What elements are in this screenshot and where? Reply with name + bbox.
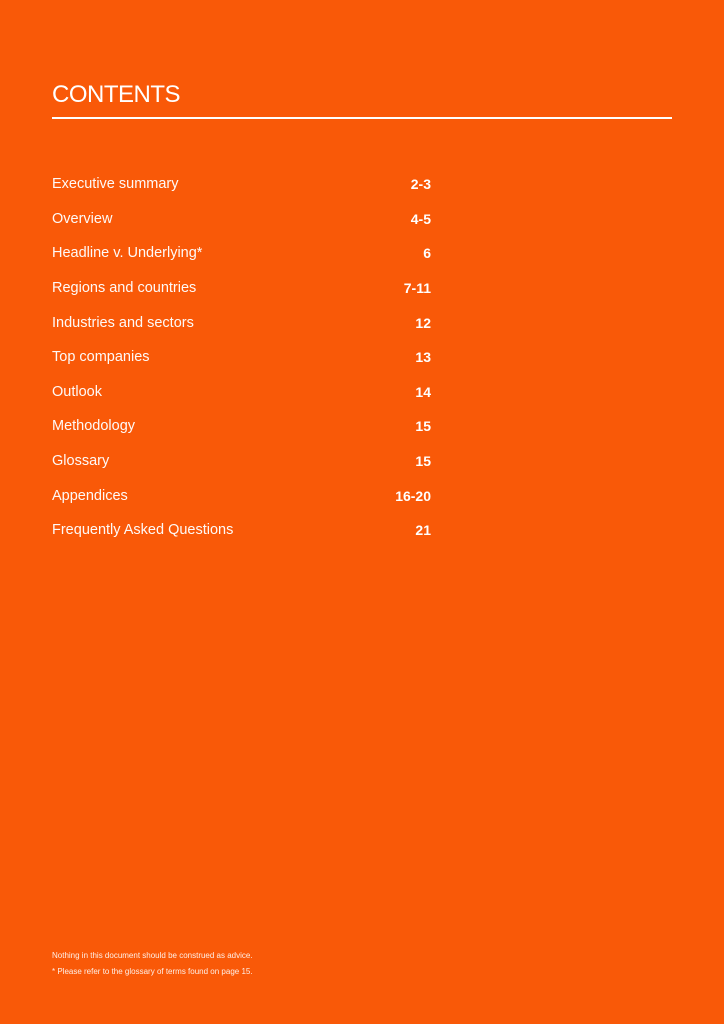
toc-item-page: 12 (415, 314, 431, 331)
toc-item-label: Industries and sectors (52, 314, 194, 331)
toc-item-label: Methodology (52, 418, 136, 435)
toc-item-page: 2-3 (410, 176, 431, 193)
toc-item-appendices[interactable] (52, 478, 431, 513)
toc-item-page: 4-5 (410, 210, 431, 227)
toc-item-page: 15 (415, 418, 431, 435)
toc-item-faq[interactable] (52, 513, 431, 548)
toc-item-outlook[interactable] (52, 375, 431, 410)
toc-item-page: 21 (415, 522, 431, 539)
table-of-contents (52, 167, 431, 548)
toc-item-headline-v-underlying[interactable] (52, 236, 431, 271)
toc-item-label: Outlook (52, 383, 102, 400)
glossary-footnote: * Please refer to the glossary of terms found on page 15. (52, 967, 253, 976)
toc-item-label: Regions and countries (52, 280, 197, 297)
toc-item-page: 6 (423, 245, 431, 262)
toc-item-label: Appendices (52, 487, 128, 504)
title-divider (52, 117, 672, 119)
toc-item-label: Executive summary (52, 176, 179, 193)
toc-item-methodology[interactable] (52, 409, 431, 444)
toc-item-overview[interactable] (52, 202, 431, 237)
toc-item-page: 15 (415, 453, 431, 470)
footnotes (52, 948, 253, 980)
toc-item-executive-summary[interactable] (52, 167, 431, 202)
toc-item-page: 7-11 (403, 280, 431, 297)
toc-item-label: Top companies (52, 349, 150, 366)
disclaimer-text: Nothing in this document should be construed as advice. (52, 951, 253, 960)
toc-item-label: Overview (52, 210, 113, 227)
toc-item-label: Headline v. Underlying* (52, 245, 203, 262)
toc-item-page: 16-20 (395, 487, 431, 504)
page-title: CONTENTS (52, 81, 180, 108)
toc-item-page: 13 (415, 349, 431, 366)
toc-item-regions-and-countries[interactable] (52, 271, 431, 306)
toc-item-industries-and-sectors[interactable] (52, 305, 431, 340)
toc-item-label: Glossary (52, 453, 110, 470)
toc-item-label: Frequently Asked Questions (52, 522, 234, 539)
toc-item-page: 14 (415, 383, 431, 400)
toc-item-top-companies[interactable] (52, 340, 431, 375)
toc-item-glossary[interactable] (52, 444, 431, 479)
